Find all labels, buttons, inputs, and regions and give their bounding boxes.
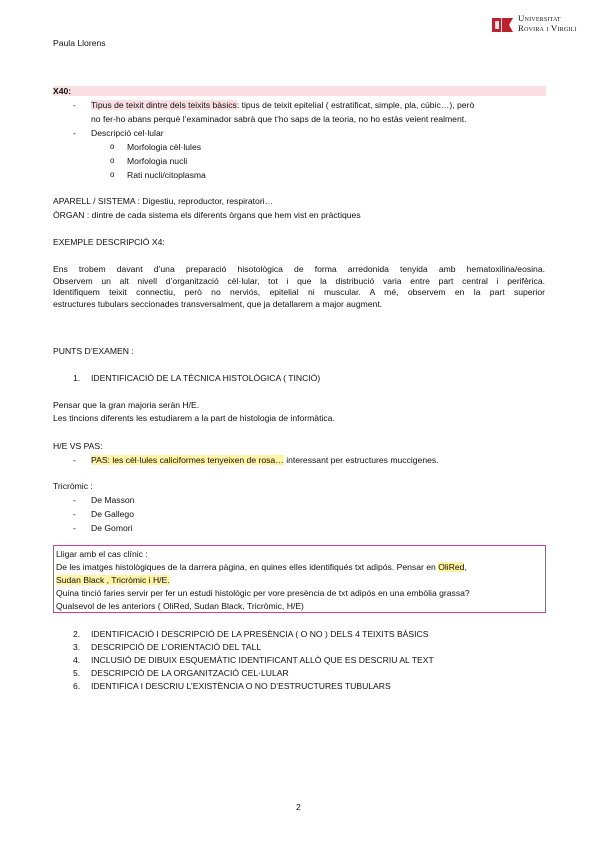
numbered-item: DESCRIPCIÓ DE L’ORIENTACIÓ DEL TALL bbox=[91, 642, 262, 652]
x40-highlight-band bbox=[53, 86, 546, 96]
pas-highlight: PAS: les cèl·lules caliciformes tenyeixen de rosa… bbox=[91, 455, 284, 465]
numbered-item-number: 5. bbox=[73, 668, 81, 678]
tricromic-item-2: De Gallego bbox=[91, 509, 134, 519]
bullet-dash: - bbox=[73, 455, 76, 465]
x40-sub-2: Morfologia nucli bbox=[127, 156, 188, 166]
box-line-4: Quina tinció faries servir per fer un estudi histològic per vore presència de txt adipós en una embòlia grassa? bbox=[56, 588, 470, 598]
x40-item-1-rest: : tipus de teixit epitelial ( estratificat, simple, pla, cúbic…), però bbox=[236, 100, 475, 110]
numbered-item-number: 6. bbox=[73, 681, 81, 691]
exemple-title: EXEMPLE DESCRIPCIÓ X4: bbox=[53, 237, 165, 247]
circle-bullet-icon: o bbox=[110, 142, 115, 151]
exemple-paragraph bbox=[53, 264, 545, 310]
bullet-dash: - bbox=[73, 523, 76, 533]
punts-item-1-number: 1. bbox=[73, 373, 81, 383]
bullet-dash: - bbox=[73, 128, 76, 138]
x40-item-1 bbox=[91, 100, 474, 110]
exemple-line-3: Identifiquem teixit connectiu, però no nerviós, epitelial ni muscular. A mé, observem en la part superior bbox=[53, 287, 545, 298]
box-line-1: Lligar amb el cas clínic : bbox=[56, 549, 148, 559]
organ-line: ÒRGAN : dintre de cada sistema els diferents òrgans que hem vist en pràctiques bbox=[53, 210, 361, 220]
aparell-line: APARELL / SISTEMA : Digestiu, reproductor, respiratori… bbox=[53, 196, 274, 206]
punts-item-1: IDENTIFICACIÓ DE LA TÈCNICA HISTOLÒGICA ( TINCIÓ) bbox=[91, 373, 321, 383]
x40-item-1-highlight: Tipus de teixit dintre dels teixits bàsics bbox=[91, 100, 237, 110]
box-line-2 bbox=[56, 562, 467, 572]
bullet-dash: - bbox=[73, 100, 76, 110]
logo-text bbox=[518, 13, 577, 33]
box-line-2-post: , bbox=[464, 562, 467, 572]
numbered-item-number: 3. bbox=[73, 642, 81, 652]
university-logo bbox=[492, 12, 592, 38]
exemple-line-4: estructures tubulars seccionades transversalment, que ja detallarem a major augment. bbox=[53, 298, 383, 309]
numbered-item-number: 4. bbox=[73, 655, 81, 665]
x40-item-1-line-2: no fer-ho abans perquè l’examinador sabrà que t’ho saps de la teoria, no ho estàs veient realment. bbox=[91, 114, 467, 124]
logo-line-1: Universitat bbox=[518, 13, 561, 23]
tricromic-item-3: De Gomori bbox=[91, 523, 133, 533]
box-line-3-highlight: Sudan Black , Tricròmic i H/E. bbox=[56, 575, 170, 585]
page-number: 2 bbox=[296, 802, 301, 812]
pas-rest: interessant per estructures muccigenes. bbox=[283, 455, 439, 465]
author-name: Paula Llorens bbox=[53, 38, 106, 48]
x40-item-2: Descripció cel·lular bbox=[91, 128, 164, 138]
numbered-item: DESCRIPCIÓ DE LA ORGANITZACIÓ CEL·LULAR bbox=[91, 668, 289, 678]
circle-bullet-icon: o bbox=[110, 156, 115, 165]
he-vs-pas-item bbox=[91, 455, 439, 465]
box-line-2-highlight: OliRed bbox=[438, 562, 465, 572]
punts-note-2: Les tincions diferents les estudiarem a la part de histologia de informàtica. bbox=[53, 413, 335, 423]
box-line-2-pre: De les imatges histològiques de la darrera pàgina, en quines elles identifiqués txt adipós. Pensar en bbox=[56, 562, 439, 572]
exemple-line-2: Observem un alt nivell d’organització cèl·lular, tot i que la distribució varia entre part central i perifèrica. bbox=[53, 275, 545, 286]
bullet-dash: - bbox=[73, 509, 76, 519]
punts-note-1: Pensar que la gran majoria seràn H/E. bbox=[53, 400, 200, 410]
numbered-item: IDENTIFICA I DESCRIU L’EXISTÈNCIA O NO D’ESTRUCTURES TUBULARS bbox=[91, 681, 391, 691]
exemple-line-1: Ens trobem davant d’una preparació hisotològica de forma arredonida tenyida amb hematoxilina/eosina. bbox=[53, 264, 545, 274]
logo-line-2: Rovira i Virgili bbox=[518, 23, 577, 33]
he-vs-pas-title: H/E VS PAS: bbox=[53, 441, 103, 451]
punts-title: PUNTS D’EXAMEN : bbox=[53, 346, 134, 356]
box-line-3 bbox=[56, 575, 170, 585]
circle-bullet-icon: o bbox=[110, 170, 115, 179]
numbered-item-number: 2. bbox=[73, 629, 81, 639]
urv-logo-icon bbox=[492, 14, 514, 36]
tricromic-item-1: De Masson bbox=[91, 495, 135, 505]
x40-sub-1: Morfologia cèl·lules bbox=[127, 142, 202, 152]
bullet-dash: - bbox=[73, 495, 76, 505]
box-line-5: Qualsevol de les anteriors ( OliRed, Sudan Black, Tricròmic, H/E) bbox=[56, 601, 304, 611]
x40-title: X40: bbox=[53, 86, 72, 96]
x40-sub-3: Rati nucli/citoplasma bbox=[127, 170, 206, 180]
tricromic-title: Tricròmic : bbox=[53, 481, 93, 491]
numbered-item: IDENTIFICACIÓ I DESCRIPCIÓ DE LA PRESÈNCIA ( O NO ) DELS 4 TEIXITS BÀSICS bbox=[91, 629, 429, 639]
numbered-item: INCLUSIÓ DE DIBUIX ESQUEMÀTIC IDENTIFICANT ALLÒ QUE ES DESCRIU AL TEXT bbox=[91, 655, 434, 665]
